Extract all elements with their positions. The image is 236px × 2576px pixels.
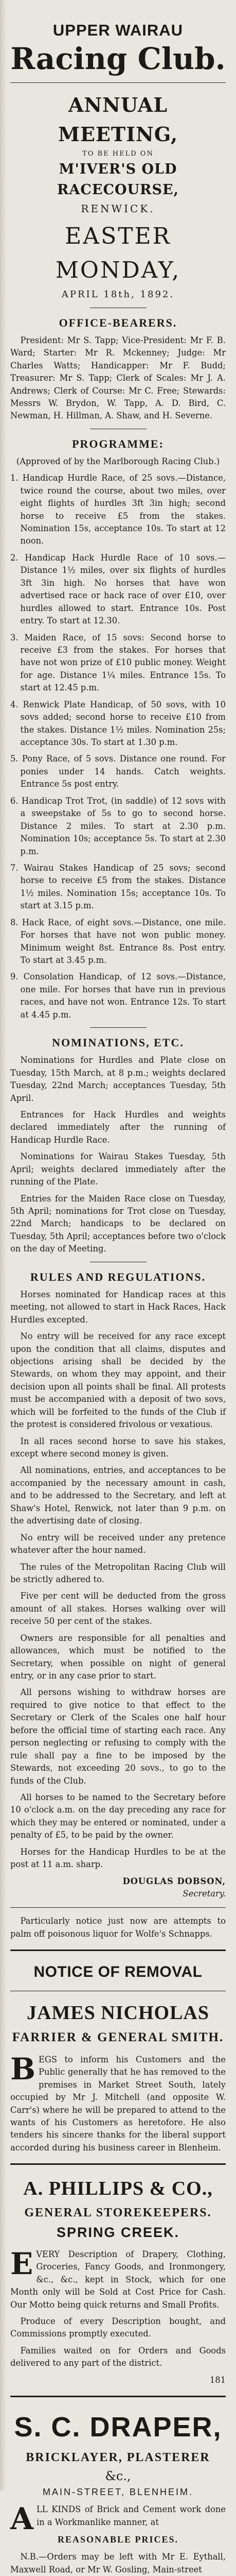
removal-name: JAMES NICHOLAS	[27, 2002, 209, 2024]
nominations-paragraph: Nominations for Wairau Stakes Tuesday, 5th April; weights declared immediately after the running of the Plate.	[10, 1151, 226, 1187]
page-gutter	[0, 0, 6, 2490]
draper-advertisement	[10, 2406, 226, 2576]
rules-paragraph: No entry will be received under any pretence whatever after the hour named.	[10, 1532, 226, 1555]
removal-body: BEGS to inform his Customers and the Public generally that he has removed to the premises in Market Street South, lately occupied by Mr J. Mitchell (and opposite W. Carr's) where he will be prepared to attend to the wants of his Customers as heretofore. He also tenders his sincere thanks for the liberal support accorded during his business career in Blenheim.	[10, 2051, 226, 2153]
signature-title: Secretary.	[183, 1889, 226, 1899]
meeting-title: ANNUAL MEETING,	[58, 93, 178, 146]
rules-paragraph: Five per cent will be deducted from the gross amount of all stakes. Horses walking over will receive 50 per cent of the stakes.	[10, 1591, 226, 1626]
race-entry: 8. Hack Race, of eight sovs.—Distance, one mile. For horses that have not won public money. Minimum weight 8st. Entrance 8s. Post entry. To start at 3.45 p.m.	[10, 917, 226, 965]
office-bearers-heading: OFFICE-BEARERS.	[59, 316, 177, 329]
removal-trade: FARRIER & GENERAL SMITH.	[12, 2030, 224, 2045]
draper-nb: N.B.—Orders may be left with Mr E. Eythall, Maxwell Road, or Mr W. Gosling, Main-street	[10, 2552, 226, 2574]
rules-paragraph: No entry will be received for any race except upon the condition that all claims, disputes and objections arising shall be decided by the Stewards, on whom they may appoint, and their decision upon all points shall be final. All protests must be accompanied with a deposit of two sovs, which will be forfeited to the funds of the Club if the protest is considered frivolous or vexatious.	[10, 1331, 226, 1430]
race-entry: 3. Maiden Race, of 15 sovs: Second horse to receive £3 from the stakes. For horses that have not won prize of £10 public money. Weight for age. Distance 1¼ miles. Entrance 15s. To start at 12.45 p.m.	[10, 632, 226, 693]
race-entry: 1. Handicap Hurdle Race, of 25 sovs.—Distance, twice round the course, about two miles, over eight flights of hurdles 3ft 3in high; second horse to receive £5 from the stakes. Nomination 15s, acceptance 10s. To start at 12 noon.	[10, 473, 226, 546]
venue: M'IVER'S OLD RACECOURSE,	[57, 161, 179, 198]
place: RENWICK.	[81, 202, 155, 215]
draper-prices: REASONABLE PRICES.	[57, 2534, 179, 2545]
to-be-held-label: TO BE HELD ON	[82, 150, 154, 158]
nominations-paragraph: Entries for the Maiden Race close on Tuesday, 5th April; nominations for Trot close on Tuesday, 22nd March; handicaps to be declared on Tuesday, 5th April; acceptances before two o'clock on the day of Meeting.	[10, 1193, 226, 1254]
race-entry: 2. Handicap Hack Hurdle Race of 10 sovs.—Distance 1½ miles, over six flights of hurdles 3ft 3in high. No horses that have won advertised race or hack race of over £10, over hurdles allowed to start. Entrance 10s. Post entry. To start at 12.30.	[10, 552, 226, 626]
rules-paragraph: All nominations, entries, and acceptances to be accompanied by the necessary amount in cash, and to be addressed to the Secretary, and left at Shaw's Hotel, Renwick, not later than 9 p.m. on the advertising date of closing.	[10, 1465, 226, 1526]
rules-paragraph: Owners are responsible for all penalties and allowances, which must be notified to the Secretary, when possible on night of general entry, or in any case prior to start.	[10, 1633, 226, 1681]
advertisement-column	[10, 13, 226, 2576]
phillips-paragraph: Families waited on for Orders and Goods delivered to any part of the district.	[10, 2345, 226, 2368]
rules-paragraph: The rules of the Metropolitan Racing Club will be strictly adhered to.	[10, 1562, 226, 1584]
office-bearers-text: President: Mr S. Tapp; Vice-President: Mr F. B. Ward; Starter: Mr R. Mckenney; Judge: Mr Charles Watts; Handicapper: Mr F. Budd; Treasurer: Mr S. Tapp; Clerk of Scales: Mr J. A. Andrews; Clerk of Course: Mr C. Free; Stewards: Messrs W. Brydon, W. Tapp, A. D. Bird, C. Newman, H. Hillman, A. Shaw, and H. Severne.	[10, 335, 226, 421]
draper-amp: &c.,	[105, 2469, 131, 2484]
rules-paragraph: All horses to be named to the Secretary before 10 o'clock a.m. on the day preceding any race for which they may be entered or nominated, under a penalty of £5, to be paid by the owner.	[10, 1792, 226, 1840]
removal-advertisement	[10, 1960, 226, 2154]
draper-address: MAIN-STREET, BLENHEIM.	[42, 2487, 194, 2498]
nominations-paragraph: Entrances for Hack Hurdles and weights declared immediately after the running of Handicap Hurdle Race.	[10, 1109, 226, 1145]
phillips-advertisement	[10, 2174, 226, 2386]
race-entry: 4. Renwick Plate Handicap, of 50 sovs, with 10 sovs added; second horse to receive £10 from the stakes. Distance 1½ miles. Nomination 25s; acceptance 30s. To start at 1.30 p.m.	[10, 699, 226, 748]
programme-heading: PROGRAMME:	[72, 437, 164, 450]
signature-name: DOUGLAS DOBSON,	[122, 1876, 226, 1886]
rules-paragraph: In all races second horse to save his stakes, except where second money is given.	[10, 1436, 226, 1459]
divider	[10, 1907, 226, 1908]
programme-note: (Approved of by the Marlborough Racing Club.)	[16, 456, 220, 466]
wolfe-notice: Particularly notice just now are attempts to palm off poisonous liquor for Wolfe's Schnapps.	[10, 1916, 226, 1939]
meeting-date: APRIL 18th, 1892.	[61, 289, 175, 300]
ad-number: 181	[209, 2375, 226, 2385]
race-entry: 7. Wairau Stakes Handicap of 25 sovs; second horse to receive £5 from the stakes. Distance 1½ miles. Nomination 15s; acceptance 10s. To start at 3.15 p.m.	[10, 862, 226, 911]
race-entry: 6. Handicap Trot Trot, (in saddle) of 12 sovs with a sweepstake of 5s to go to second horse. Distance 2 miles. To start at 2.30 p.m. Nomination 10s; acceptance 5s. To start at 2.30 p.m.	[10, 795, 226, 856]
divider	[10, 2396, 226, 2397]
race-entry: 9. Consolation Handicap, of 12 sovs.—Distance, one mile. For horses that have run in previous races, and have not won. Entrance 12s. To start at 4.45 p.m.	[10, 972, 226, 1020]
phillips-paragraph: Produce of every Description bought, and Commissions promptly executed.	[10, 2316, 226, 2339]
divider	[10, 82, 226, 83]
club-name: Racing Club.	[10, 41, 226, 76]
rules-heading: RULES AND REGULATIONS.	[30, 1270, 206, 1283]
meeting-day: EASTER MONDAY,	[55, 223, 181, 283]
racing-club-advertisement	[10, 19, 226, 1900]
removal-heading: NOTICE OF REMOVAL	[33, 1963, 203, 1981]
nominations-paragraph: Nominations for Hurdles and Plate close on Tuesday, 15th March, at 8 p.m.; weights declared Tuesday, 22nd March; acceptances Tuesday, 5th April.	[10, 1055, 226, 1103]
draper-name: S. C. DRAPER,	[14, 2412, 222, 2443]
rules-paragraph: Horses nominated for Handicap races at this meeting, not allowed to start in Hack Races, Hack Hurdles excepted.	[10, 1289, 226, 1325]
phillips-place: SPRING CREEK.	[56, 2225, 180, 2241]
phillips-paragraph: EVERY Description of Drapery, Clothing, Groceries, Fancy Goods, and Ironmongery, &c., &c., kept in Stock, which for one Month only will be Sold at Cost Price for Cash. Our Motto being quick returns and Small Profits.	[10, 2246, 226, 2310]
race-entry: 5. Pony Race, of 5 sovs. Distance one round. For ponies under 14 hands. Catch weights. Entrance 5s post entry.	[10, 754, 226, 789]
divider	[10, 1950, 226, 1951]
draper-trade: BRICKLAYER, PLASTERER	[26, 2451, 210, 2465]
nominations-heading: NOMINATIONS, ETC.	[52, 1036, 184, 1049]
phillips-trade: GENERAL STOREKEEPERS.	[24, 2206, 212, 2220]
divider	[90, 1027, 147, 1028]
draper-body: ALL KINDS of Brick and Cement work done in a Workmanlike manner, at	[10, 2501, 226, 2537]
org-name: UPPER WAIRAU	[52, 21, 184, 39]
divider	[10, 2163, 226, 2165]
phillips-name: A. PHILLIPS & CO.,	[23, 2178, 213, 2200]
rules-paragraph: All persons wishing to withdraw horses are required to give notice to that effect to the Secretary or Clerk of the Scales one half hour before the official time of starting each race. Any person neglecting or refusing to comply with the rule shall pay a fine to be imposed by the Stewards, not exceeding 20 sovs., to go to the funds of the Club.	[10, 1687, 226, 1786]
rules-paragraph: Horses for the Handicap Hurdles to be at the post at 11 a.m. sharp.	[10, 1846, 226, 1870]
